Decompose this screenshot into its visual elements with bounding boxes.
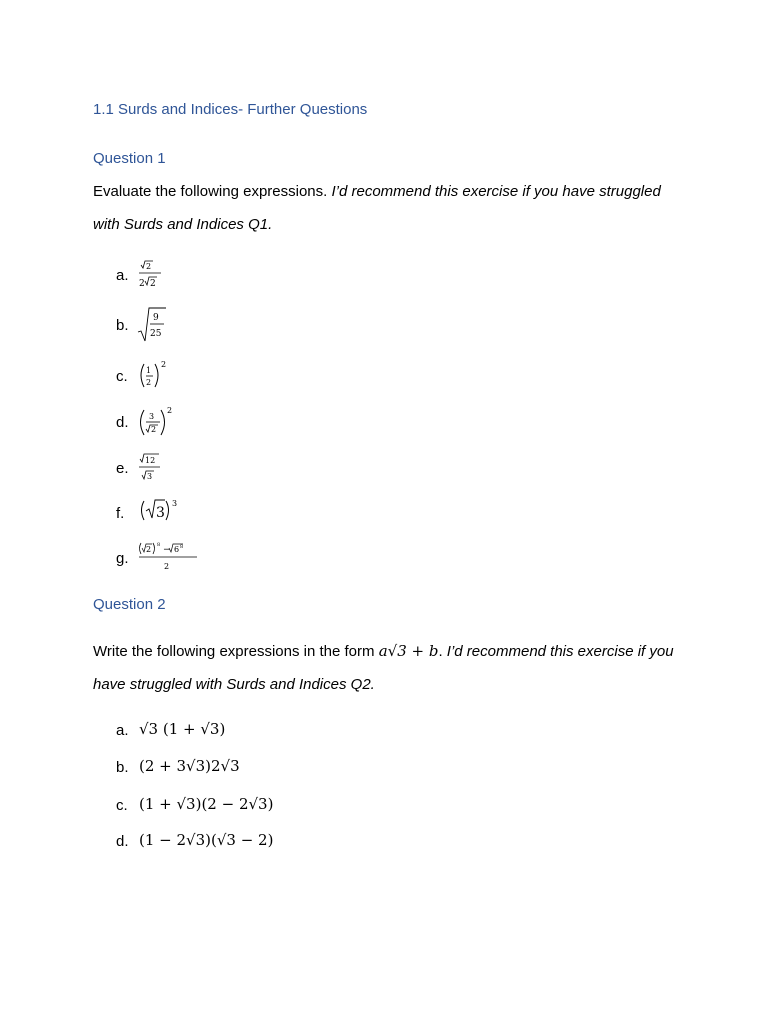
svg-text:2: 2 [164,562,170,571]
svg-text:12: 12 [145,456,156,465]
q2-item-a-expression: √3 (1 + √3) [139,720,226,738]
svg-text:2: 2 [150,279,156,289]
q1-item-c-label: c. [116,368,128,385]
page-title: 1.1 Surds and Indices- Further Questions [93,101,368,118]
q2-item-a-label: a. [116,722,129,739]
q1-item-d-expression [136,403,180,443]
svg-text:3: 3 [156,505,165,521]
svg-text:8: 8 [157,542,161,548]
q1-item-f-expression [136,495,184,527]
q2-item-b-expression: (2 + 3√3)2√3 [139,757,240,775]
q2-item-c-label: c. [116,797,128,814]
q1-item-e-expression [136,451,176,487]
q2-item-c-expression: (1 + √3)(2 − 2√3) [139,795,274,813]
question-2-form-expression: a√3 + b [378,642,439,660]
question-1-intro-line-2 [93,216,272,233]
svg-text:2: 2 [146,262,152,271]
q1-item-g-expression [136,539,206,575]
q1-item-a-expression [136,258,176,294]
q1-item-g-label: g. [116,550,129,567]
svg-text:2: 2 [151,425,157,434]
svg-text:2: 2 [161,360,167,369]
q1-item-c-expression [136,356,176,396]
question-2-intro-plain: Write the following expressions in the form [93,643,379,660]
svg-text:−: − [163,545,171,555]
q1-item-a-label: a. [116,267,129,284]
question-2-intro-line-2 [93,676,375,693]
svg-text:2: 2 [146,378,152,387]
svg-text:2: 2 [139,279,145,289]
q2-item-d-label: d. [116,833,129,850]
q1-item-b-label: b. [116,317,129,334]
svg-text:25: 25 [150,329,162,339]
q2-item-b-label: b. [116,759,129,776]
svg-text:2: 2 [167,406,173,415]
question-1-intro-italic-2: with Surds and Indices Q1. [93,216,273,233]
svg-text:3: 3 [149,412,155,421]
question-1-intro-line-1 [93,183,661,200]
question-1-heading: Question 1 [93,150,166,167]
question-2-intro-italic: I’d recommend this exercise if you [446,643,674,660]
svg-text:8: 8 [180,544,184,550]
question-1-intro-italic: I’d recommend this exercise if you have struggled [331,183,661,200]
svg-text:3: 3 [147,472,153,481]
q1-item-d-label: d. [116,414,129,431]
q1-item-f-label: f. [116,505,125,522]
svg-text:2: 2 [146,545,152,554]
svg-text:3: 3 [172,499,178,508]
q1-item-b-expression [136,305,176,345]
question-2-intro-italic-2: have struggled with Surds and Indices Q2. [93,676,375,693]
svg-text:9: 9 [153,313,159,323]
q1-item-e-label: e. [116,460,129,477]
question-2-intro-plain-2: . [438,643,447,660]
question-2-intro-line-1 [93,642,674,660]
svg-text:6: 6 [174,545,180,554]
svg-text:1: 1 [146,366,152,375]
q2-item-d-expression: (1 − 2√3)(√3 − 2) [139,831,274,849]
question-1-intro-plain: Evaluate the following expressions. [93,183,332,200]
question-2-heading: Question 2 [93,596,166,613]
